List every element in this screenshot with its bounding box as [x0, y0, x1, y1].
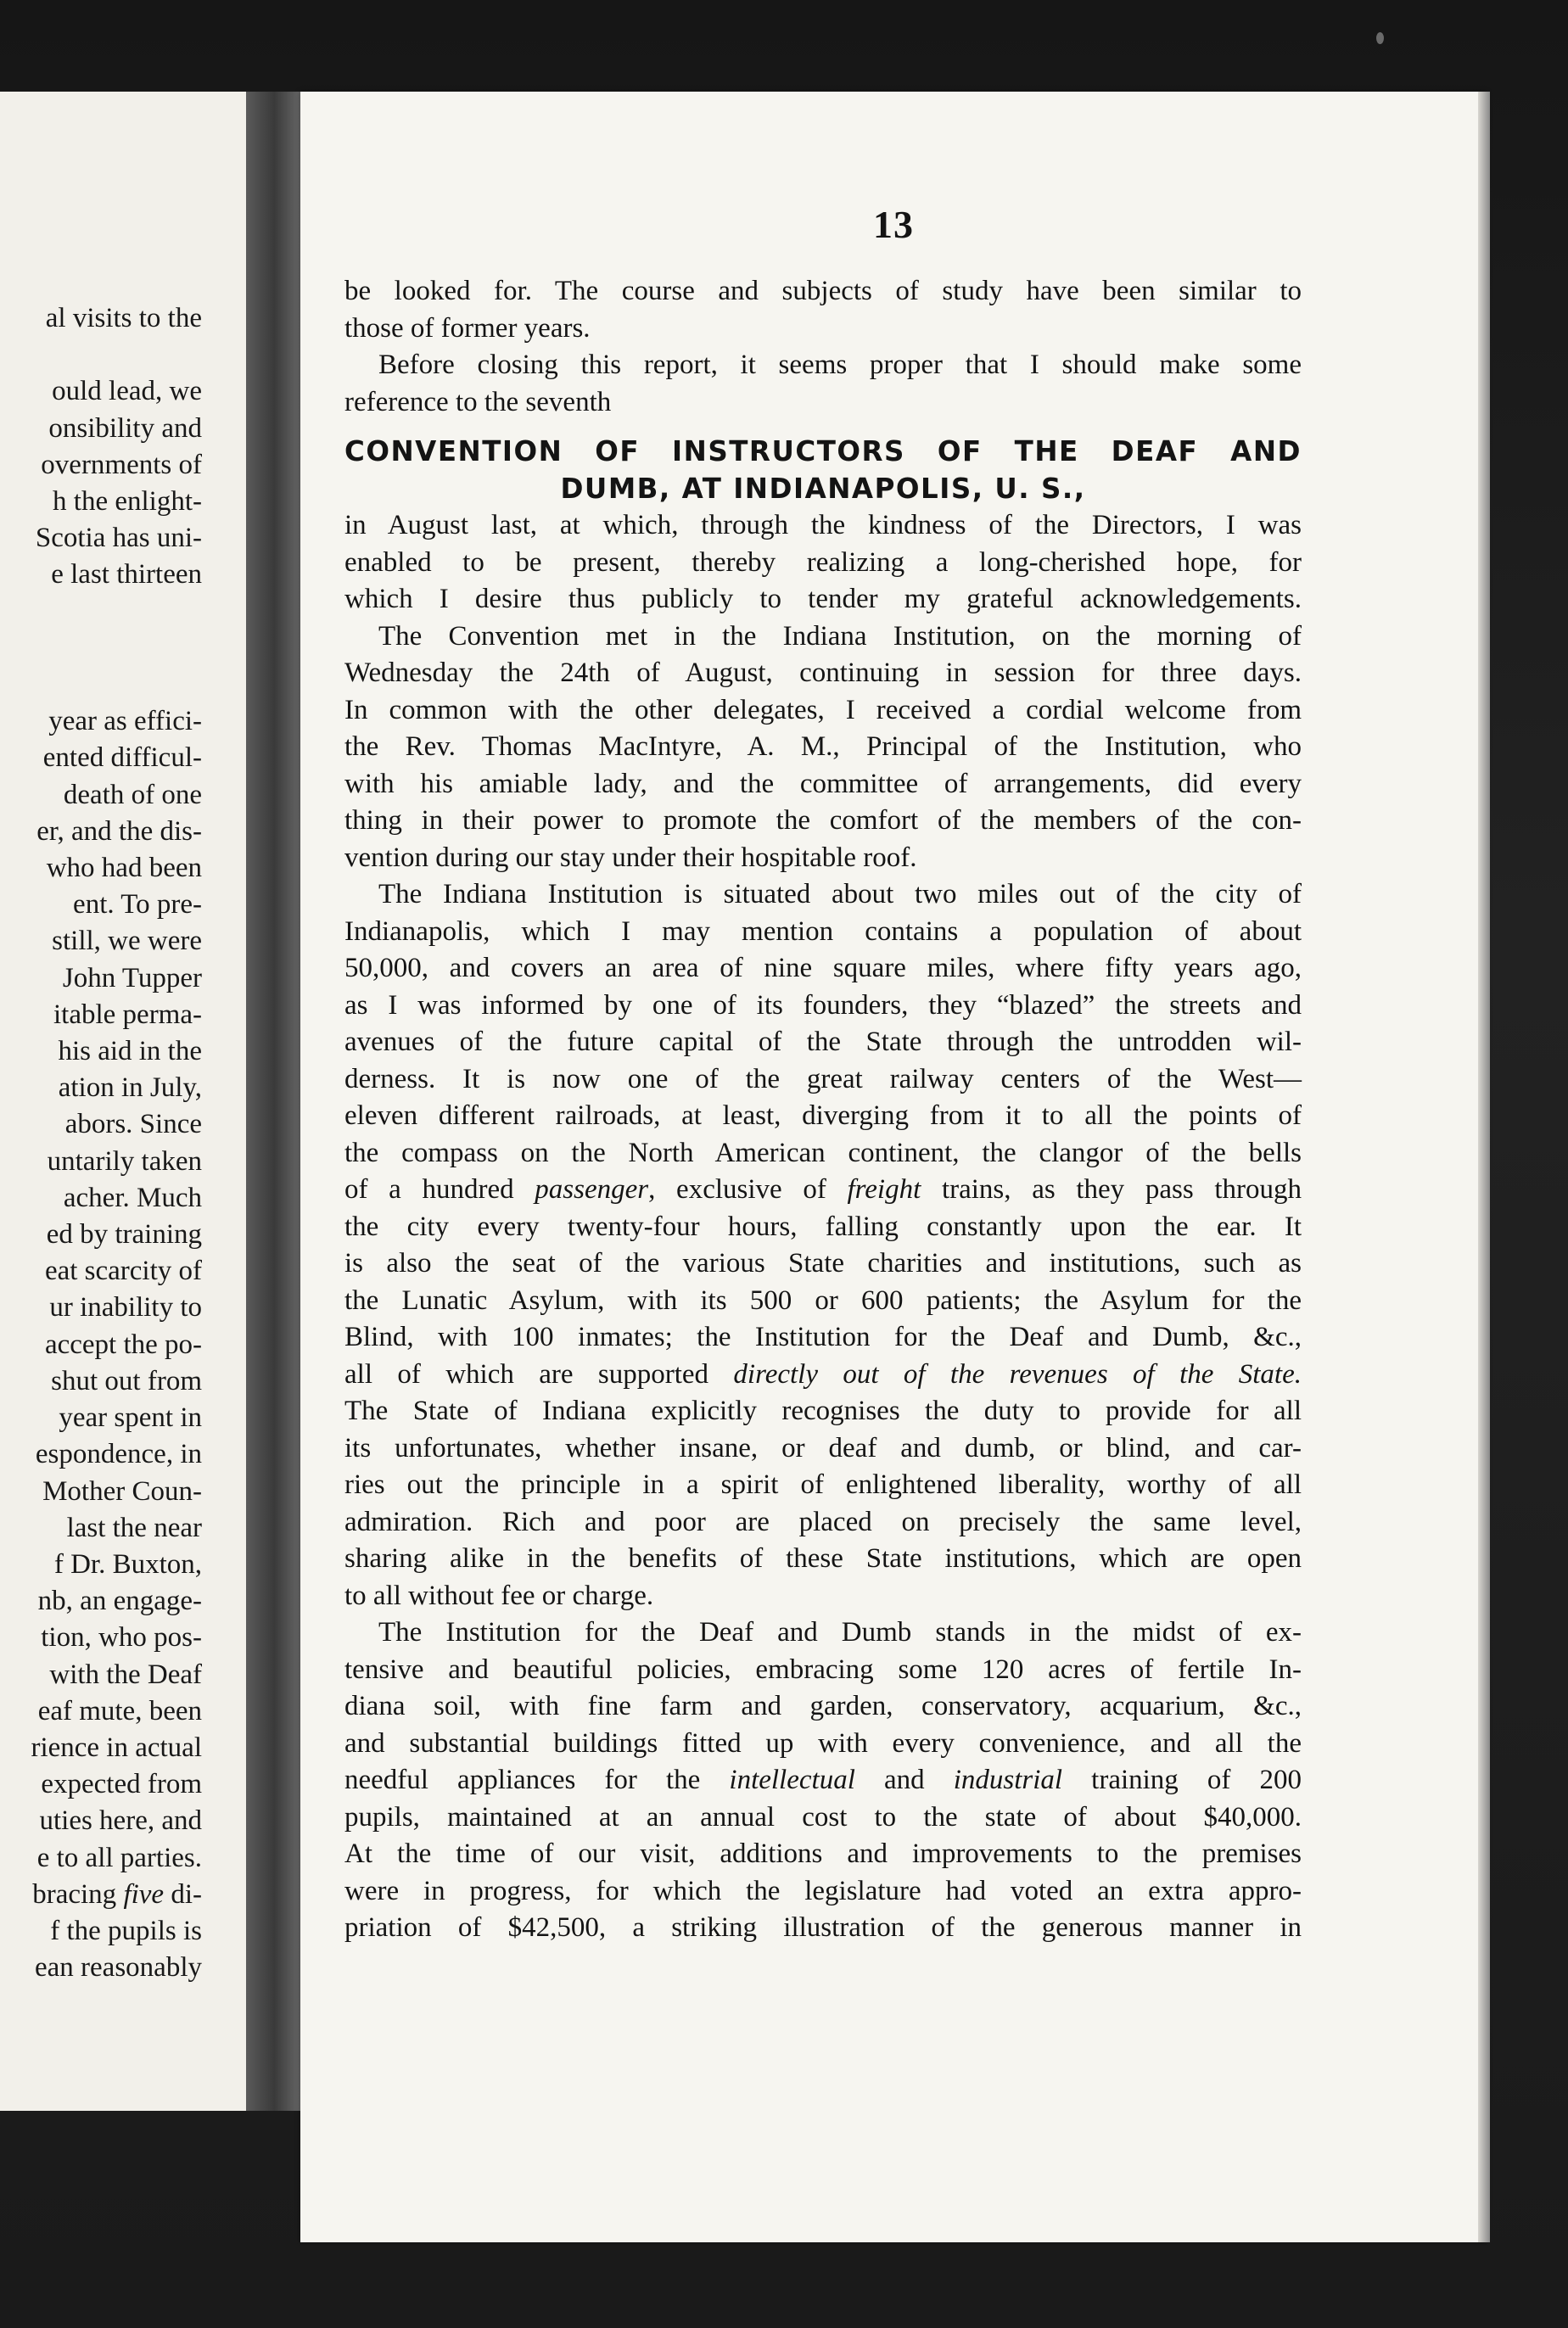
left-line: last the near — [66, 1512, 202, 1543]
left-line: Scotia has uni- — [35, 523, 202, 554]
left-line: with the Deaf — [49, 1659, 202, 1690]
left-line: ean reasonably — [35, 1952, 202, 1984]
text-line: reference to the seventh — [344, 386, 612, 417]
text-line: The Institution for the Deaf and Dumb stands in the midst of ex- — [378, 1617, 1302, 1648]
left-line: rience in actual — [31, 1732, 202, 1763]
left-line: f Dr. Buxton, — [53, 1548, 202, 1580]
text-line: the Rev. Thomas MacIntyre, A. M., Principal of the Institution, who — [344, 731, 1302, 762]
left-line — [0, 630, 202, 667]
text-line: At the time of our visit, additions and improvements to the premises — [344, 1838, 1302, 1869]
left-line: ould lead, we — [52, 376, 202, 407]
text-run: trains, as they pass through — [921, 1174, 1302, 1205]
text-line: avenues of the future capital of the State through the untrodden wil- — [344, 1027, 1302, 1057]
left-line: year as effici- — [48, 706, 202, 737]
text-run: training of 200 — [1062, 1765, 1302, 1795]
left-line: eaf mute, been — [37, 1695, 202, 1726]
text-line: which I desire thus publicly to tender my grateful acknowledgements. — [344, 584, 1302, 614]
text-run: all of which are supported — [344, 1358, 734, 1390]
text-line: Wednesday the 24th of August, continuing in session for three days. — [344, 658, 1302, 688]
left-line: f the pupils is — [50, 1915, 202, 1946]
text-line: ries out the principle in a spirit of enlightened liberality, worthy of all — [344, 1469, 1302, 1500]
text-line: derness. It is now one of the great railway centers of the West— — [344, 1063, 1302, 1094]
left-line: Mother Coun- — [42, 1475, 202, 1507]
text-line: diana soil, with fine farm and garden, conservatory, acquarium, &c., — [344, 1691, 1302, 1721]
italic-run: passenger — [535, 1174, 649, 1205]
left-line: death of one — [63, 779, 202, 810]
text-line: priation of $42,500, a striking illustration of the generous manner in — [344, 1912, 1302, 1943]
left-line: shut out from — [51, 1365, 202, 1396]
left-line: espondence, in — [35, 1439, 202, 1470]
text-line: The State of Indiana explicitly recognises the duty to provide for all — [344, 1396, 1302, 1426]
left-line: ation in July, — [58, 1072, 202, 1104]
left-line: uties here, and — [39, 1805, 202, 1837]
left-line: eat scarcity of — [44, 1256, 202, 1287]
text-line: were in progress, for which the legislature had voted an extra appro- — [344, 1875, 1302, 1906]
text-line: be looked for. The course and subjects of study have been similar to — [344, 276, 1302, 306]
left-line: who had been — [46, 853, 202, 884]
left-line: untarily taken — [47, 1145, 202, 1177]
left-line: er, and the dis- — [36, 815, 202, 847]
left-line — [0, 667, 202, 703]
left-line: h the enlight- — [53, 486, 202, 518]
left-line: tion, who pos- — [41, 1622, 202, 1654]
text-line: pupils, maintained at an annual cost to the state of about $40,000. — [344, 1801, 1302, 1833]
left-line: bracing five di- — [32, 1878, 202, 1910]
text-run: and — [854, 1765, 954, 1795]
text-line: is also the seat of the various State charities and institutions, such as — [344, 1248, 1302, 1279]
text-line: thing in their power to promote the comfort of the members of the con- — [344, 805, 1302, 836]
text-line: with his amiable lady, and the committee of arrangements, did every — [344, 768, 1302, 799]
left-line: year spent in — [59, 1402, 202, 1434]
text-line: eleven different railroads, at least, diverging from it to all the points of — [344, 1100, 1302, 1131]
left-line: al visits to the — [45, 303, 202, 333]
text-line: Blind, with 100 inmates; the Institution for the Deaf and Dumb, &c., — [344, 1322, 1302, 1352]
text-line: and substantial buildings fitted up with every convenience, and all the — [344, 1727, 1302, 1759]
left-line: ed by training — [46, 1219, 202, 1251]
text-line: The Indiana Institution is situated about two miles out of the city of — [378, 879, 1302, 909]
text-line: the compass on the North American continent, the clangor of the bells — [344, 1137, 1302, 1168]
text-line-rich — [344, 1357, 1302, 1394]
left-line: still, we were — [52, 926, 202, 957]
left-line: e last thirteen — [51, 559, 202, 590]
text-line: Indianapolis, which I may mention contains a population of about — [344, 915, 1302, 947]
text-line: 50,000, and covers an area of nine square miles, where fifty years ago, — [344, 953, 1302, 983]
text-line: enabled to be present, thereby realizing a long-cherished hope, for — [344, 546, 1302, 578]
text-run: of a hundred — [344, 1174, 535, 1205]
text-line: Before closing this report, it seems proper that I should make some — [378, 350, 1302, 380]
text-line-rich — [344, 1762, 1302, 1799]
left-line: John Tupper — [62, 962, 202, 993]
dust-speck — [1376, 32, 1384, 44]
text-line: The Convention met in the Indiana Institution, on the morning of — [378, 620, 1302, 652]
left-line: expected from — [41, 1769, 202, 1800]
left-facing-page — [0, 92, 273, 2111]
text-line: sharing alike in the benefits of these State institutions, which are open — [344, 1543, 1302, 1574]
text-line: admiration. Rich and poor are placed on precisely the same level, — [344, 1506, 1302, 1537]
text-line: vention during our stay under their hospitable roof. — [344, 842, 917, 873]
italic-run: directly out of the revenues of the State. — [733, 1358, 1302, 1390]
left-page-text — [0, 300, 202, 1986]
text-line: in August last, at which, through the kindness of the Directors, I was — [344, 510, 1302, 540]
left-line: acher. Much — [63, 1182, 202, 1213]
text-line: to all without fee or charge. — [344, 1580, 654, 1611]
text-line: tensive and beautiful policies, embracing some 120 acres of fertile In- — [344, 1654, 1302, 1685]
left-line: itable perma- — [53, 999, 202, 1030]
left-line: his aid in the — [58, 1036, 202, 1067]
left-line: overnments of — [41, 449, 202, 480]
left-line — [0, 337, 202, 373]
text-line: In common with the other delegates, I received a cordial welcome from — [344, 694, 1302, 725]
text-line: those of former years. — [344, 312, 591, 344]
section-heading: CONVENTION OF INSTRUCTORS OF THE DEAF AND — [344, 435, 1302, 467]
left-line: onsibility and — [48, 412, 202, 444]
text-run: , exclusive of — [648, 1174, 848, 1205]
italic-run: freight — [847, 1174, 921, 1205]
left-line: ur inability to — [49, 1292, 202, 1323]
page-number: 13 — [873, 203, 914, 246]
left-line: ent. To pre- — [73, 889, 202, 921]
italic-run: intellectual — [729, 1765, 855, 1795]
italic-run: industrial — [953, 1765, 1063, 1795]
section-heading-continued: DUMB, AT INDIANAPOLIS, U. S., — [560, 473, 1086, 505]
text-line: its unfortunates, whether insane, or deaf and dumb, or blind, and car- — [344, 1432, 1302, 1463]
text-line: the city every twenty-four hours, falling constantly upon the ear. It — [344, 1211, 1302, 1242]
page-edge — [1478, 92, 1490, 2242]
left-line: nb, an engage- — [37, 1586, 202, 1617]
page-body — [344, 273, 1302, 1947]
left-line: e to all parties. — [36, 1842, 202, 1873]
text-line: the Lunatic Asylum, with its 500 or 600 patients; the Asylum for the — [344, 1284, 1302, 1316]
right-page — [300, 92, 1487, 2242]
text-line-rich — [344, 1172, 1302, 1209]
left-line: ented difficul- — [42, 742, 202, 774]
left-line — [0, 594, 202, 630]
left-line: accept the po- — [44, 1329, 202, 1360]
left-line: abors. Since — [64, 1109, 202, 1140]
text-line: as I was informed by one of its founders, they “blazed” the streets and — [344, 989, 1302, 1021]
text-run: needful appliances for the — [344, 1765, 730, 1795]
